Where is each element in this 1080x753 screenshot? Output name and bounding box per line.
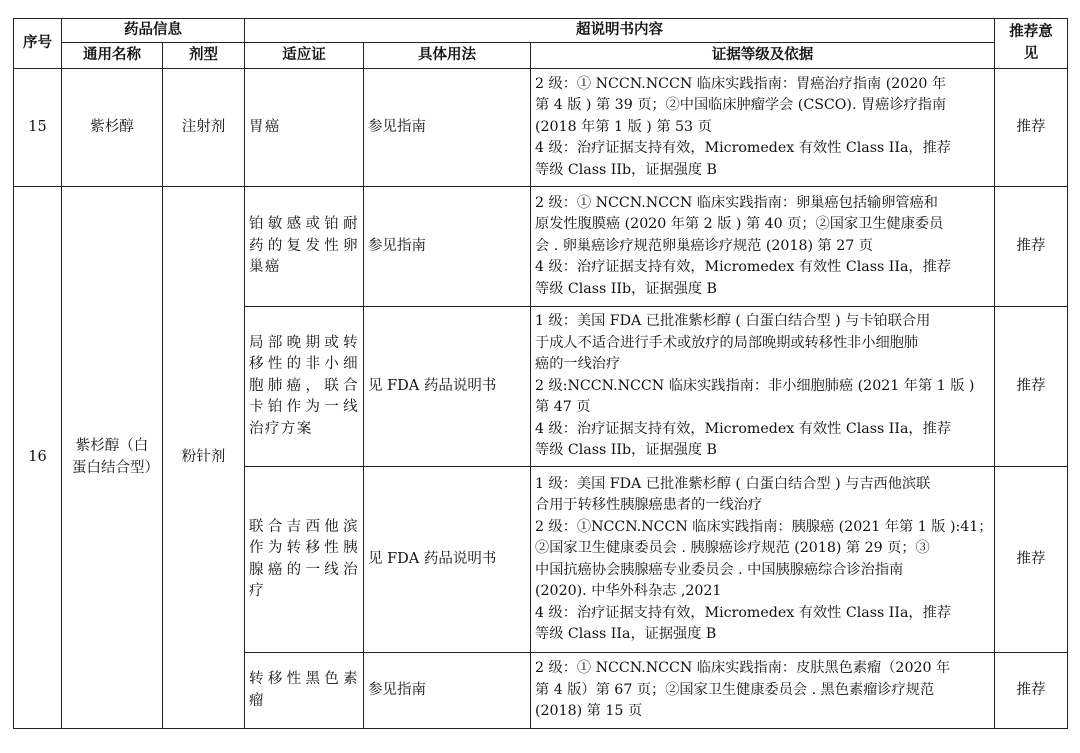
row-usage: 参见指南 [364,187,531,307]
evidence-line: 2 级：①NCCN.NCCN 临床实践指南：胰腺癌 (2021 年第 1 版 ):41； [535,518,993,535]
row-evidence [531,307,995,467]
evidence-line: (2018 年第 1 版 ) 第 53 页 [535,118,712,135]
evidence-line: 4 级：治疗证据支持有效，Micromedex 有效性 Class IIa，推荐 [535,420,951,437]
header-generic-name: 通用名称 [62,43,163,69]
row-usage: 参见指南 [364,69,531,187]
row-indication: 转移性黑色素瘤 [245,653,364,729]
evidence-line: 合用于转移性胰腺癌患者的一线治疗 [535,497,763,513]
table-row [14,69,1068,187]
header-indication: 适应证 [245,43,364,69]
row-recommend: 推荐 [995,307,1068,467]
row-indication: 局部晚期或转移性的非小细胞肺癌，联合卡铂作为一线治疗方案 [245,307,364,467]
evidence-line: ②国家卫生健康委员会 . 胰腺癌诊疗规范 (2018) 第 29 页；③ [535,540,930,556]
row-evidence [531,467,995,653]
row-recommend: 推荐 [995,653,1068,729]
evidence-line: 等级 Class IIb，证据强度 B [535,442,717,459]
evidence-line: 等级 Class IIb，证据强度 B [535,161,717,178]
evidence-line: 1 级：美国 FDA 已批准紫杉醇 ( 白蛋白结合型 ) 与卡铂联合用 [535,313,931,330]
evidence-line: 等级 Class IIb，证据强度 B [535,280,717,297]
evidence-line: 4 级：治疗证据支持有效，Micromedex 有效性 Class IIa，推荐 [535,140,951,157]
evidence-line: 2 级:NCCN.NCCN 临床实践指南：非小细胞肺癌 (2021 年第 1 版 ) [535,377,975,394]
row-recommend: 推荐 [995,69,1068,187]
evidence-line: 癌的一线治疗 [535,356,621,373]
evidence-line: 等级 Class IIa，证据强度 B [535,626,717,642]
row-seq: 15 [14,69,62,187]
header-usage: 具体用法 [364,43,531,69]
row-generic-name: 紫杉醇 [62,69,163,187]
evidence-line: 4 级：治疗证据支持有效，Micromedex 有效性 Class IIa，推荐 [535,259,951,276]
header-recommend [995,19,1068,69]
evidence-line: 中国抗癌协会胰腺癌专业委员会 . 中国胰腺癌综合诊治指南 [535,561,904,578]
evidence-line: 第 4 版 ) 第 39 页；②中国临床肿瘤学会 (CSCO). 胃癌诊疗指南 [535,97,947,114]
row-indication: 联合吉西他滨作为转移性胰腺癌的一线治疗 [245,467,364,653]
row-evidence [531,187,995,307]
table-row [14,187,1068,307]
evidence-line: 第 4 版）第 67 页；②国家卫生健康委员会 . 黑色素瘤诊疗规范 [535,681,935,698]
evidence-line: 第 47 页 [535,399,591,416]
evidence-line: 2 级：① NCCN.NCCN 临床实践指南：皮肤黑色素瘤（2020 年 [535,660,951,677]
row-evidence [531,653,995,729]
evidence-line: 1 级：美国 FDA 已批准紫杉醇 ( 白蛋白结合型 ) 与吉西他滨联 [535,475,931,492]
header-off-label: 超说明书内容 [245,19,995,43]
row-seq: 16 [14,187,62,729]
row-generic-name: 紫杉醇（白蛋白结合型） [62,187,163,729]
row-indication: 铂敏感或铂耐药的复发性卵巢癌 [245,187,364,307]
evidence-line: 于成人不适合进行手术或放疗的局部晚期或转移性非小细胞肺 [535,334,919,351]
evidence-line: 4 级：治疗证据支持有效，Micromedex 有效性 Class IIa，推荐 [535,604,951,621]
evidence-line: (2018) 第 15 页 [535,703,643,720]
row-dosage-form: 注射剂 [163,69,245,187]
evidence-line: 原发性腹膜癌 (2020 年第 2 版 ) 第 40 页；②国家卫生健康委员 [535,216,944,233]
header-recommend-text: 推荐意见 [1009,24,1053,62]
row-usage: 见 FDA 药品说明书 [364,307,531,467]
row-recommend: 推荐 [995,467,1068,653]
off-label-drug-table [13,18,1068,729]
evidence-line: 2 级：① NCCN.NCCN 临床实践指南：胃癌治疗指南 (2020 年 [535,75,947,92]
header-seq: 序号 [14,19,62,69]
row-usage: 参见指南 [364,653,531,729]
header-drug-info: 药品信息 [62,19,245,43]
row-recommend: 推荐 [995,187,1068,307]
row-dosage-form: 粉针剂 [163,187,245,729]
header-dosage-form: 剂型 [163,43,245,69]
row-usage: 见 FDA 药品说明书 [364,467,531,653]
header-evidence: 证据等级及依据 [531,43,995,69]
evidence-line: 会 . 卵巢癌诊疗规范卵巢癌诊疗规范 (2018) 第 27 页 [535,237,873,254]
row-evidence [531,69,995,187]
row-indication: 胃癌 [245,69,364,187]
evidence-line: (2020). 中华外科杂志 ,2021 [535,583,722,599]
evidence-line: 2 级：① NCCN.NCCN 临床实践指南：卵巢癌包括输卵管癌和 [535,194,938,211]
